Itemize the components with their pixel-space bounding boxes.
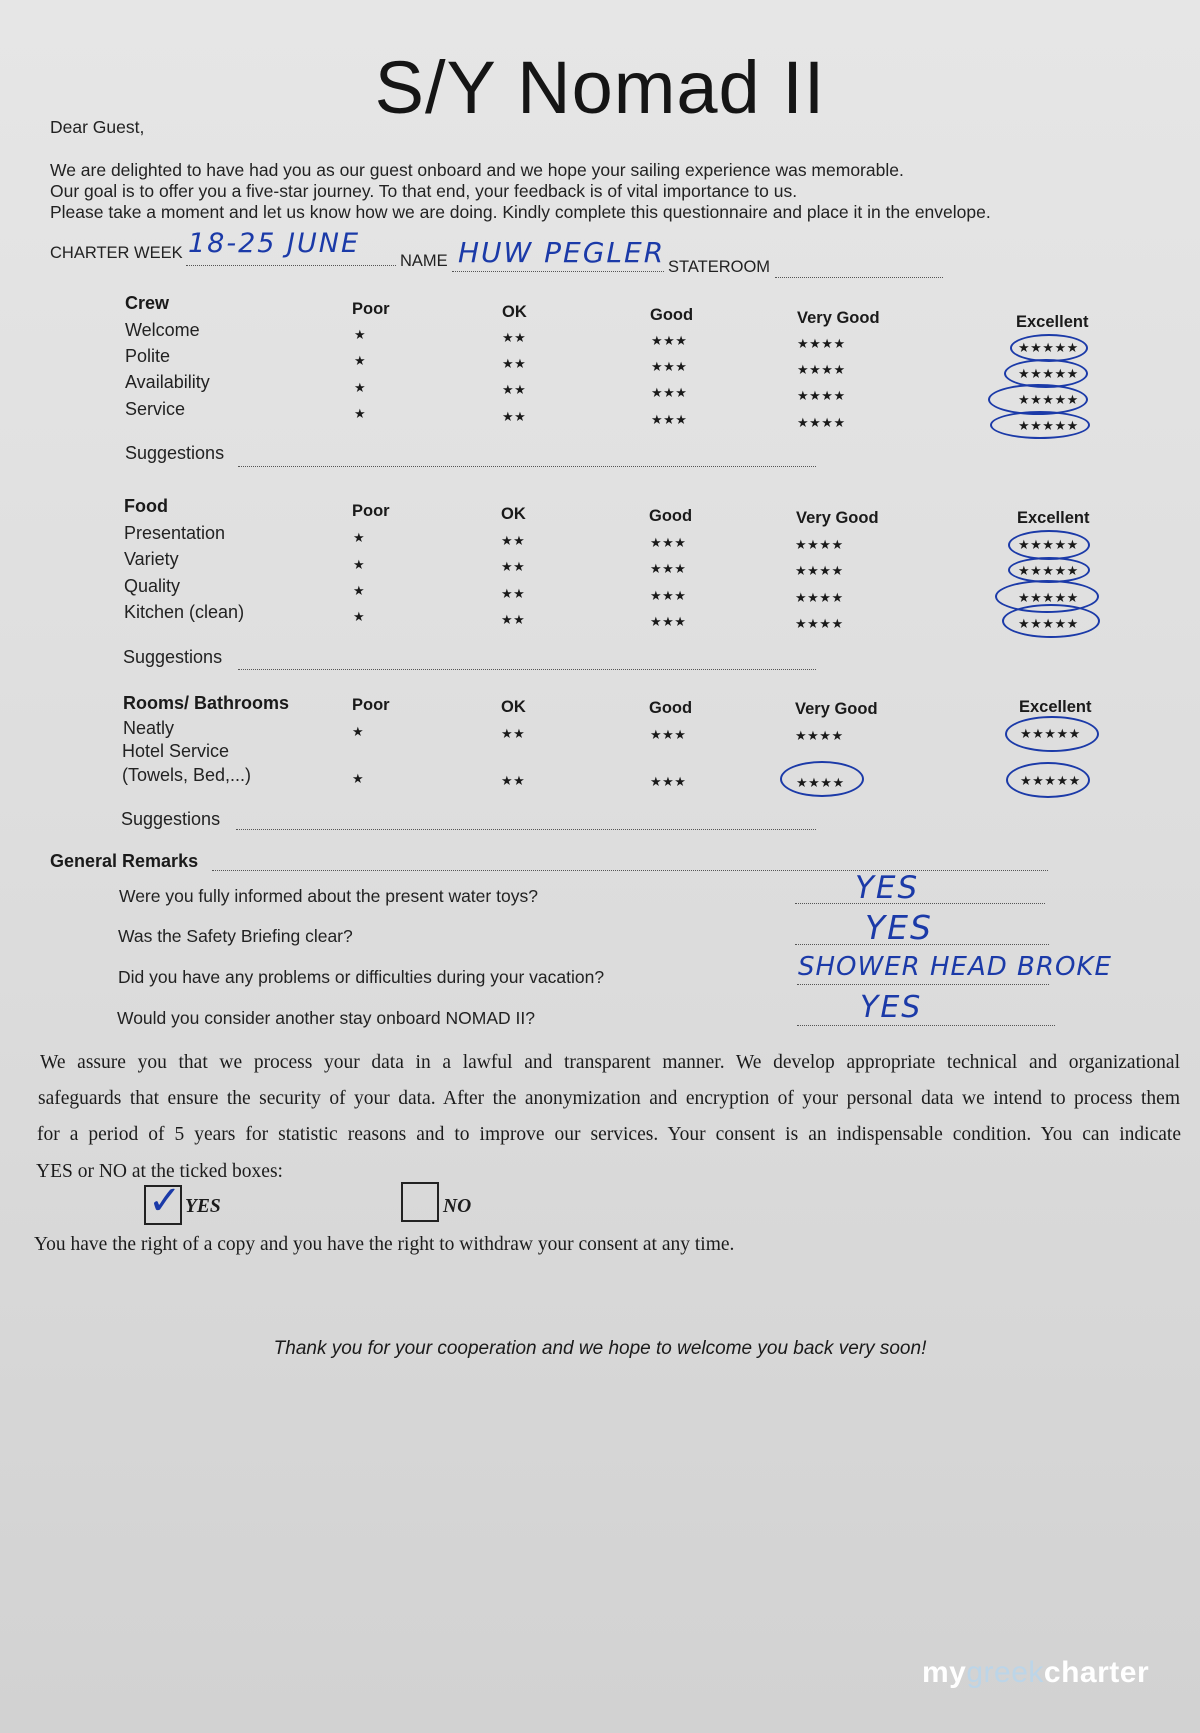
rating-very-good[interactable]: ★★★★: [795, 537, 844, 552]
stateroom-line[interactable]: [775, 277, 943, 278]
rating-very-good[interactable]: ★★★★: [797, 415, 846, 430]
rating-ok[interactable]: ★★: [502, 409, 527, 424]
intro-line-2: Our goal is to offer you a five-star journey. To that end, your feedback is of vital importance to us.: [50, 181, 798, 201]
rating-poor[interactable]: ★: [354, 380, 367, 395]
suggestions-line[interactable]: [238, 669, 816, 670]
selection-circle: [1005, 716, 1099, 752]
header-ok: OK: [502, 303, 527, 321]
selection-circle: [780, 761, 864, 797]
section-title-crew: Crew: [125, 293, 170, 313]
suggestions-label: Suggestions: [123, 647, 223, 667]
row-label: Polite: [125, 346, 171, 366]
consent-no-label: NO: [443, 1196, 472, 1217]
rating-good[interactable]: ★★★: [651, 333, 688, 348]
rating-good[interactable]: ★★★: [651, 359, 688, 374]
check-mark-icon: ✓: [148, 1178, 184, 1224]
rating-ok[interactable]: ★★: [501, 559, 526, 574]
rating-very-good[interactable]: ★★★★: [795, 616, 844, 631]
header-excellent: Excellent: [1016, 313, 1089, 331]
rating-excellent[interactable]: ★★★★★: [1018, 418, 1079, 433]
rating-poor[interactable]: ★: [354, 353, 367, 368]
header-poor: Poor: [352, 696, 390, 714]
rating-ok[interactable]: ★★: [502, 330, 527, 345]
row-label: Presentation: [124, 523, 226, 543]
header-excellent: Excellent: [1019, 698, 1092, 716]
rating-good[interactable]: ★★★: [650, 588, 687, 603]
rating-ok[interactable]: ★★: [502, 356, 527, 371]
rating-excellent[interactable]: ★★★★★: [1020, 773, 1081, 788]
section-title-food: Food: [124, 496, 168, 516]
thank-you-text: Thank you for your cooperation and we hope to welcome you back very soon!: [273, 1338, 927, 1359]
rating-poor[interactable]: ★: [352, 724, 365, 739]
consent-yes-label: YES: [185, 1196, 221, 1217]
selection-circle: [1006, 762, 1090, 798]
rating-ok[interactable]: ★★: [501, 726, 526, 741]
privacy-line-1: We assure you that we process your data in a lawful and transparent manner. We develop appropriate technical and organizational: [40, 1052, 1180, 1073]
rating-ok[interactable]: ★★: [502, 382, 527, 397]
answer-problems[interactable]: SHOWER HEAD BROKE: [798, 952, 1112, 982]
rating-good[interactable]: ★★★: [651, 385, 688, 400]
header-poor: Poor: [352, 502, 390, 520]
logo-part-greek: greek: [966, 1656, 1044, 1689]
stateroom-label: STATEROOM: [668, 258, 771, 276]
row-label: Neatly: [123, 718, 175, 738]
selection-circle: [1008, 530, 1090, 560]
question-safety-briefing: Was the Safety Briefing clear?: [118, 926, 353, 946]
rating-poor[interactable]: ★: [353, 557, 366, 572]
header-good: Good: [650, 306, 694, 324]
header-good: Good: [649, 699, 693, 717]
selection-circle: [1010, 334, 1088, 362]
suggestions-line[interactable]: [238, 466, 816, 467]
rating-poor[interactable]: ★: [353, 583, 366, 598]
rating-poor[interactable]: ★: [352, 771, 365, 786]
rating-good[interactable]: ★★★: [650, 535, 687, 550]
rating-very-good[interactable]: ★★★★: [795, 563, 844, 578]
general-remarks-line[interactable]: [212, 870, 1048, 871]
rating-good[interactable]: ★★★: [650, 561, 687, 576]
answer-line[interactable]: [797, 984, 1049, 985]
rating-very-good[interactable]: ★★★★: [797, 336, 846, 351]
rating-poor[interactable]: ★: [354, 327, 367, 342]
row-label: Variety: [124, 549, 179, 569]
charter-week-label: CHARTER WEEK: [50, 244, 183, 262]
rating-poor[interactable]: ★: [353, 609, 366, 624]
header-very-good: Very Good: [797, 309, 880, 327]
row-label-continued: (Towels, Bed,...): [122, 765, 252, 785]
logo-part-my: my: [922, 1656, 967, 1689]
row-label: Welcome: [125, 320, 200, 340]
row-label: Kitchen (clean): [124, 602, 245, 622]
answer-line[interactable]: [795, 903, 1045, 904]
rating-very-good[interactable]: ★★★★: [795, 590, 844, 605]
header-good: Good: [649, 507, 693, 525]
rating-good[interactable]: ★★★: [650, 774, 687, 789]
question-problems: Did you have any problems or difficulties during your vacation?: [118, 967, 605, 987]
rating-very-good[interactable]: ★★★★: [797, 362, 846, 377]
question-water-toys: Were you fully informed about the present water toys?: [119, 886, 538, 906]
rating-excellent[interactable]: ★★★★★: [1018, 392, 1079, 407]
answer-another-stay[interactable]: YES: [860, 990, 923, 1025]
greeting: Dear Guest,: [50, 117, 145, 137]
rating-ok[interactable]: ★★: [501, 612, 526, 627]
privacy-line-2: safeguards that ensure the security of your data. After the anonymization and encryption of your personal data we intend to process them: [38, 1088, 1180, 1109]
privacy-line-4: YES or NO at the ticked boxes:: [36, 1161, 283, 1182]
privacy-line-3: for a period of 5 years for statistic reasons and to improve our services. Your consent is an indispensable condition. You can indicate: [37, 1124, 1181, 1145]
header-poor: Poor: [352, 300, 390, 318]
row-label: Service: [125, 399, 186, 419]
suggestions-label: Suggestions: [125, 443, 225, 463]
rating-excellent[interactable]: ★★★★★: [1018, 590, 1079, 605]
suggestions-line[interactable]: [236, 829, 816, 830]
row-label: Quality: [124, 576, 181, 596]
rating-excellent[interactable]: ★★★★★: [1018, 366, 1079, 381]
section-title-rooms: Rooms/ Bathrooms: [123, 693, 290, 713]
rating-excellent[interactable]: ★★★★★: [1018, 616, 1079, 631]
rating-very-good[interactable]: ★★★★: [795, 728, 844, 743]
answer-line[interactable]: [797, 1025, 1055, 1026]
rating-ok[interactable]: ★★: [501, 533, 526, 548]
logo-part-charter: charter: [1043, 1656, 1150, 1689]
header-excellent: Excellent: [1017, 509, 1090, 527]
rating-very-good[interactable]: ★★★★: [796, 775, 845, 790]
charter-week-value[interactable]: 18-25 JUNE: [188, 228, 361, 259]
charter-week-line: [186, 265, 396, 266]
suggestions-label: Suggestions: [121, 809, 221, 829]
rating-excellent[interactable]: ★★★★★: [1018, 340, 1079, 355]
selection-circle: [990, 411, 1090, 439]
rating-good[interactable]: ★★★: [650, 614, 687, 629]
rating-poor[interactable]: ★: [354, 406, 367, 421]
header-very-good: Very Good: [796, 509, 879, 527]
general-remarks-label: General Remarks: [50, 851, 199, 871]
header-ok: OK: [501, 505, 526, 523]
row-label: Hotel Service: [122, 741, 230, 761]
rating-ok[interactable]: ★★: [501, 773, 526, 788]
selection-circle: [1002, 604, 1100, 638]
answer-water-toys[interactable]: YES: [855, 870, 920, 906]
header-ok: OK: [501, 698, 526, 716]
rating-good[interactable]: ★★★: [651, 412, 688, 427]
name-value[interactable]: HUW PEGLER: [458, 236, 666, 269]
rights-text: You have the right of a copy and you have the right to withdraw your consent at any time.: [34, 1234, 735, 1255]
header-very-good: Very Good: [795, 700, 878, 718]
rating-good[interactable]: ★★★: [650, 727, 687, 742]
rating-ok[interactable]: ★★: [501, 586, 526, 601]
rating-excellent[interactable]: ★★★★★: [1018, 537, 1079, 552]
intro-line-3: Please take a moment and let us know how we are doing. Kindly complete this questionnaire and place it in the envelope.: [50, 202, 991, 222]
rating-excellent[interactable]: ★★★★★: [1020, 726, 1081, 741]
rating-poor[interactable]: ★: [353, 530, 366, 545]
mygreekcharter-logo: [922, 1656, 1149, 1690]
rating-very-good[interactable]: ★★★★: [797, 388, 846, 403]
answer-safety-briefing[interactable]: YES: [865, 908, 933, 947]
rating-excellent[interactable]: ★★★★★: [1018, 563, 1079, 578]
consent-no-checkbox[interactable]: [401, 1182, 439, 1222]
name-label: NAME: [400, 252, 448, 270]
row-label: Availability: [125, 372, 210, 392]
question-another-stay: Would you consider another stay onboard NOMAD II?: [117, 1008, 535, 1028]
name-line: [452, 271, 664, 272]
intro-line-1: We are delighted to have had you as our guest onboard and we hope your sailing experience was memorable.: [50, 160, 904, 180]
document-title: S/Y Nomad II: [374, 46, 826, 129]
